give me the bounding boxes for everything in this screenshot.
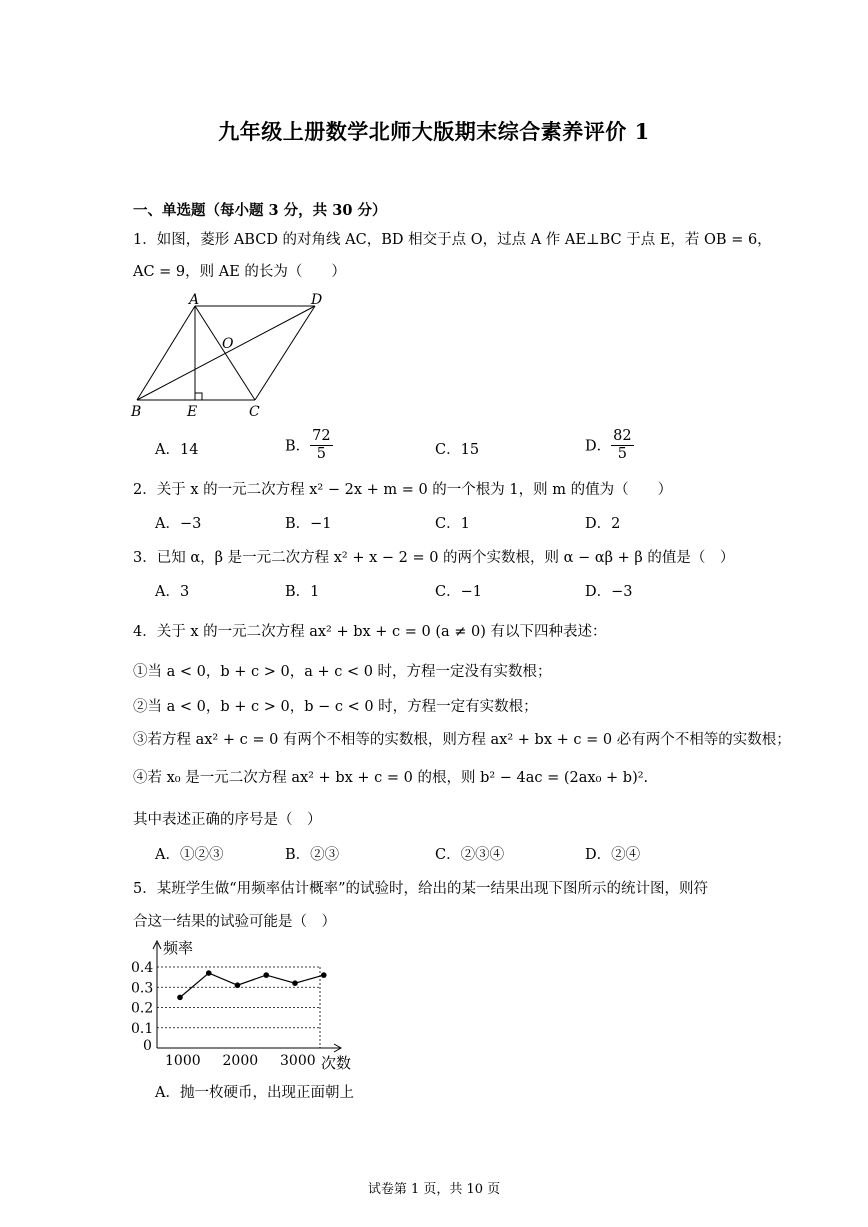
y-tick-label: 0.2 <box>131 1000 154 1017</box>
series-line <box>180 973 324 997</box>
q4-statement-2: ②当 a < 0，b + c > 0，b − c < 0 时，方程一定有实数根； <box>133 699 538 715</box>
q1-option-c[interactable]: C．15 <box>435 442 480 458</box>
rhombus-figure <box>125 290 335 420</box>
q3-option-a[interactable]: A．3 <box>155 584 190 600</box>
x-tick-label: 2000 <box>222 1053 259 1069</box>
y-tick-label: 0.3 <box>131 980 154 997</box>
q2-text: 2．关于 x 的一元二次方程 x² − 2x + m = 0 的一个根为 1，则 m 的值为（ ） <box>133 482 673 498</box>
q1-option-a[interactable]: A．14 <box>155 442 199 458</box>
q1-option-d[interactable]: D． $\frac{82}{5}$ <box>585 428 632 462</box>
data-point <box>177 995 183 1001</box>
label-D: D <box>311 292 323 308</box>
q4-option-b[interactable]: B．②③ <box>285 847 340 863</box>
q4-option-c[interactable]: C．②③④ <box>435 847 505 863</box>
data-point <box>292 980 298 986</box>
q4-option-d[interactable]: D．②④ <box>585 847 641 863</box>
y-axis-label: 频率 <box>163 939 194 957</box>
q4-text: 4．关于 x 的一元二次方程 ax² + bx + c = 0 (a ≠ 0) 有以下四种表述： <box>133 624 607 640</box>
q4-ask: 其中表述正确的序号是（ ） <box>133 812 322 828</box>
q4-statement-3: ③若方程 ax² + c = 0 有两个不相等的实数根，则方程 ax² + bx + c = 0 必有两个不相等的实数根； <box>133 732 791 748</box>
section-header: 一、单选题（每小题 3 分，共 30 分） <box>133 202 387 219</box>
label-E: E <box>187 404 198 420</box>
q1-line2: AC = 9，则 AE 的长为（ ） <box>133 264 346 280</box>
q2-option-a[interactable]: A．−3 <box>155 516 202 532</box>
side-AB <box>137 306 195 400</box>
data-point <box>235 982 241 988</box>
page-footer: 试卷第 1 页，共 10 页 <box>367 1182 501 1197</box>
x-tick-label: 3000 <box>280 1053 316 1069</box>
x-axis-label: 次数 <box>321 1054 352 1072</box>
data-point <box>263 972 269 978</box>
y-tick-label: 0 <box>143 1038 152 1054</box>
label-A: A <box>189 292 200 308</box>
diagonal-BD <box>137 306 315 400</box>
q5-line2: 合这一结果的试验可能是（ ） <box>133 914 336 930</box>
y-tick-label: 0.4 <box>131 960 154 976</box>
q1-line1: 1．如图，菱形 ABCD 的对角线 AC，BD 相交于点 O，过点 A 作 AE⊥BC 于点 E，若 OB = 6， <box>133 232 772 248</box>
side-CD <box>255 306 315 400</box>
q5-option-a[interactable]: A．抛一枚硬币，出现正面朝上 <box>155 1085 354 1101</box>
x-tick-label: 1000 <box>165 1053 201 1069</box>
q3-option-d[interactable]: D．−3 <box>585 584 633 600</box>
y-tick-label: 0.1 <box>131 1020 154 1037</box>
q5-line1: 5．某班学生做“用频率估计概率”的试验时，给出的某一结果出现下图所示的统计图，则符 <box>133 881 709 897</box>
q3-option-b[interactable]: B．1 <box>285 584 320 600</box>
label-O: O <box>222 336 234 352</box>
data-point <box>206 970 212 976</box>
right-angle-mark <box>195 393 202 400</box>
q2-option-b[interactable]: B．−1 <box>285 516 332 532</box>
label-B: B <box>131 404 142 420</box>
q4-option-a[interactable]: A．①②③ <box>155 847 224 863</box>
q4-statement-1: ①当 a < 0，b + c > 0，a + c < 0 时，方程一定没有实数根； <box>133 664 552 680</box>
q2-option-c[interactable]: C．1 <box>435 516 470 532</box>
frequency-line-chart <box>125 935 365 1075</box>
q3-option-c[interactable]: C．−1 <box>435 584 482 600</box>
data-point <box>321 972 327 978</box>
q4-statement-4: ④若 x₀ 是一元二次方程 ax² + bx + c = 0 的根，则 b² − 4ac = (2ax₀ + b)². <box>133 770 649 786</box>
q2-option-d[interactable]: D．2 <box>585 516 621 532</box>
q3-text: 3．已知 α，β 是一元二次方程 x² + x − 2 = 0 的两个实数根，则 α − αβ + β 的值是（ ） <box>133 550 735 566</box>
q1-option-b[interactable]: B． $\frac{72}{5}$ <box>285 428 331 462</box>
page-title: 九年级上册数学北师大版期末综合素养评价 1 <box>218 119 650 144</box>
label-C: C <box>249 404 260 420</box>
